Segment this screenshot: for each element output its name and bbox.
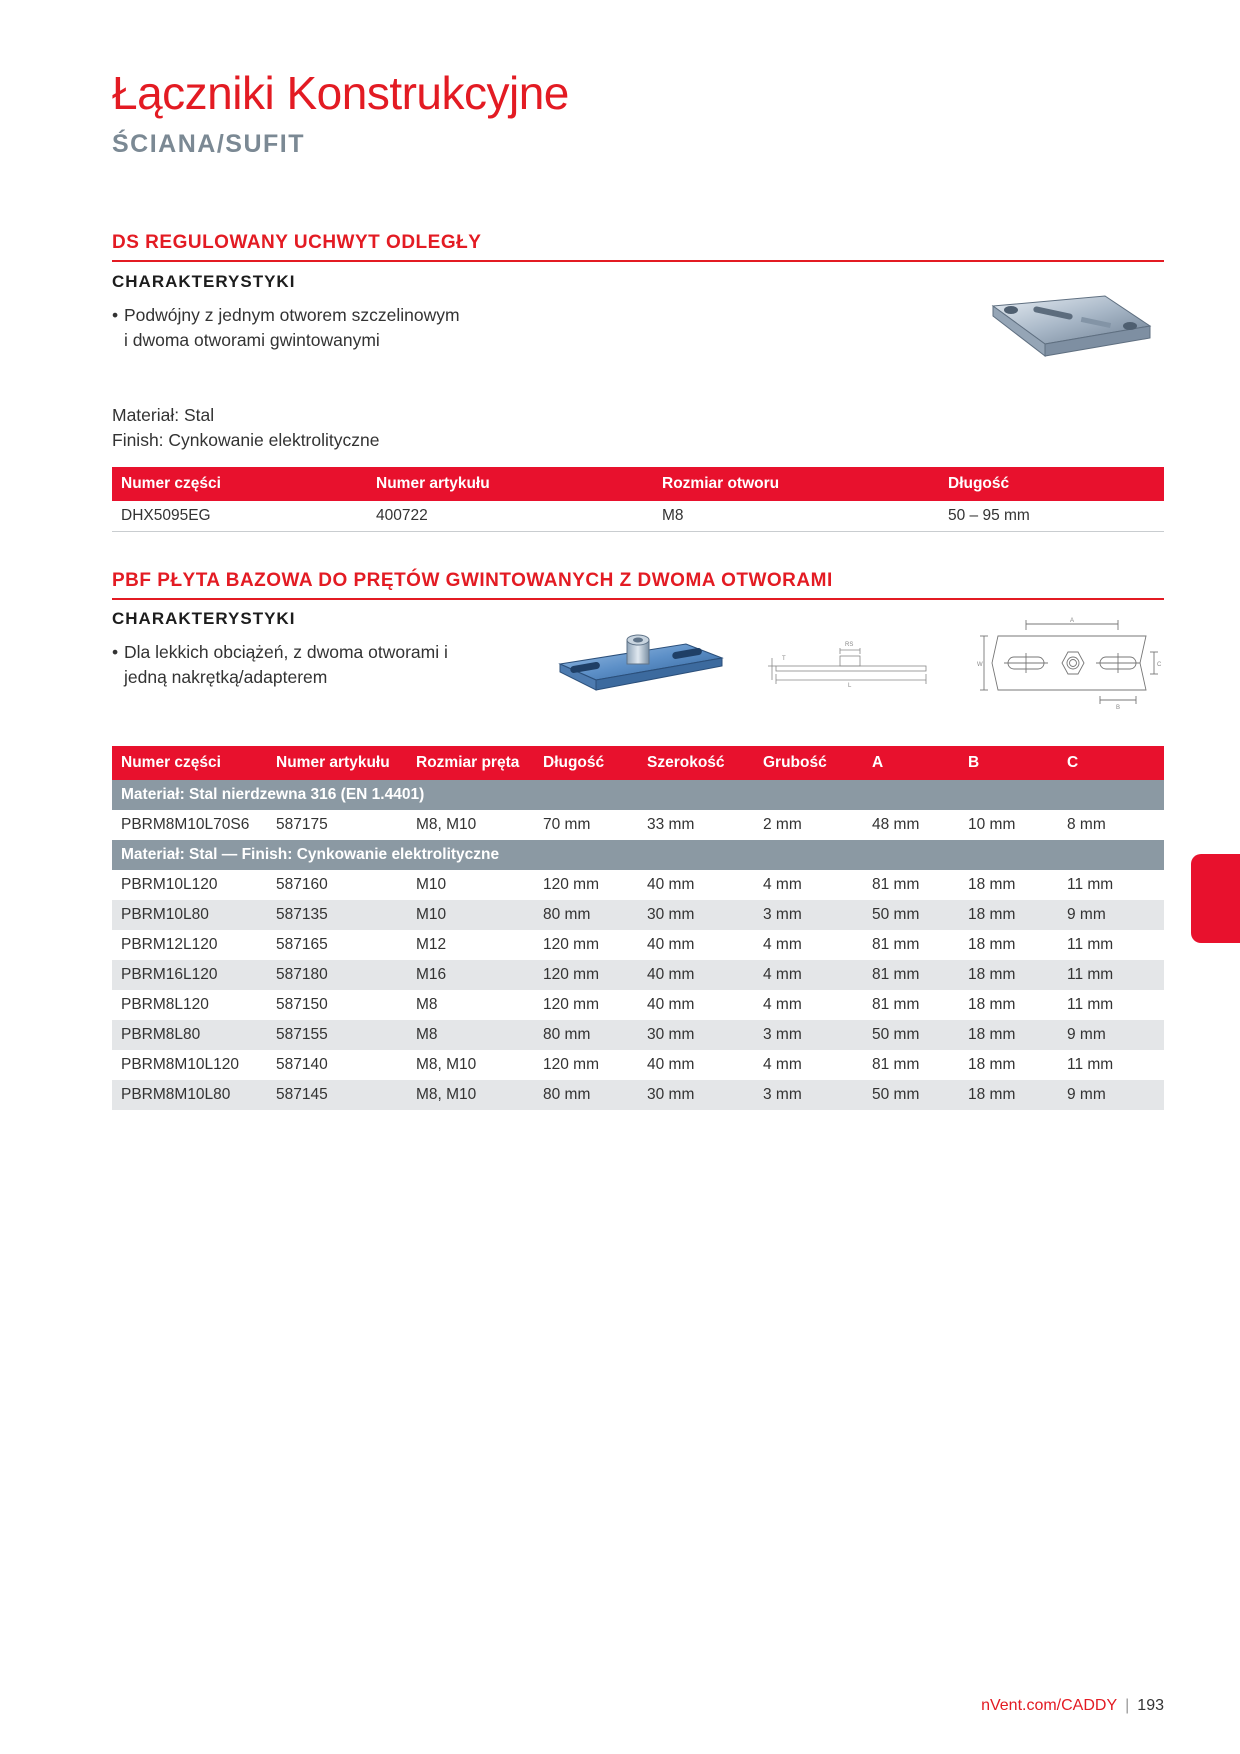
bullet-pbf: • Dla lekkich obciążeń, z dwoma otworami i jedną nakrętką/adapterem — [112, 640, 448, 690]
cell-thickness: 4 mm — [763, 1056, 802, 1073]
col-numer-artykulu: Numer artykułu — [267, 746, 407, 780]
cell-thickness: 3 mm — [754, 1080, 863, 1110]
col-numer-czesci: Numer części — [112, 746, 267, 780]
col-dlugosc: Długość — [939, 467, 1164, 501]
section-heading-pbf: PBF PŁYTA BAZOWA DO PRĘTÓW GWINTOWANYCH Z DWOMA OTWORAMI — [112, 570, 1164, 600]
characteristics-heading-pbf: CHARAKTERYSTYKI — [112, 609, 296, 628]
cell-b: 18 mm — [959, 1080, 1058, 1110]
page-number: 193 — [1137, 1697, 1164, 1714]
cell-b: 18 mm — [968, 996, 1016, 1013]
cell-article: 587145 — [267, 1080, 407, 1110]
pbf-base-plate-image — [556, 628, 726, 706]
cell-length: 70 mm — [543, 816, 591, 833]
cell-article: 587150 — [276, 996, 328, 1013]
ds-bracket-image — [985, 292, 1155, 372]
cell-a: 81 mm — [872, 876, 920, 893]
col-b: B — [959, 746, 1058, 780]
cell-article: 587135 — [267, 900, 407, 930]
cell-part: PBRM8M10L70S6 — [121, 816, 250, 833]
col-c: C — [1058, 746, 1164, 780]
cell-c: 11 mm — [1058, 960, 1164, 990]
cell-rod-size: M12 — [416, 936, 447, 953]
pbf-top-diagram — [976, 616, 1166, 710]
diagram-label-a: A — [1070, 618, 1075, 624]
cell-part: PBRM8L80 — [112, 1020, 267, 1050]
bullet-pbf-line2: jedną nakrętką/adapterem — [124, 667, 328, 687]
cell-a: 50 mm — [863, 1080, 959, 1110]
cell-c: 8 mm — [1067, 816, 1106, 833]
group-row — [112, 780, 1164, 810]
diagram-label-c: C — [1157, 662, 1162, 668]
cell-b: 10 mm — [968, 816, 1016, 833]
group-label-zinc: Materiał: Stal — Finish: Cynkowanie elektrolityczne — [112, 840, 1164, 870]
col-szerokosc: Szerokość — [638, 746, 754, 780]
bullet-ds-line2: i dwoma otworami gwintowanymi — [124, 330, 380, 350]
cell-rod-size: M10 — [416, 876, 447, 893]
cell-c: 11 mm — [1067, 876, 1114, 893]
cell-length: 120 mm — [543, 876, 599, 893]
page-title: Łączniki Konstrukcyjne — [112, 67, 569, 119]
cell-b: 18 mm — [959, 900, 1058, 930]
cell-width: 33 mm — [647, 816, 695, 833]
cell-width: 40 mm — [647, 876, 695, 893]
page-subtitle: ŚCIANA/SUFIT — [112, 130, 305, 158]
cell-b: 18 mm — [959, 960, 1058, 990]
cell-a: 81 mm — [863, 960, 959, 990]
cell-part: PBRM8L120 — [121, 996, 209, 1013]
cell-width: 40 mm — [647, 1056, 695, 1073]
cell-width: 40 mm — [647, 996, 695, 1013]
cell-hole: M8 — [653, 501, 939, 532]
bullet-pbf-line1: Dla lekkich obciążeń, z dwoma otworami i — [124, 642, 448, 662]
cell-a: 81 mm — [872, 936, 920, 953]
diagram-label-t: T — [782, 656, 786, 662]
side-tab — [1191, 854, 1240, 943]
col-numer-artykulu: Numer artykułu — [367, 467, 653, 501]
cell-width: 30 mm — [638, 1080, 754, 1110]
cell-article: 587160 — [276, 876, 328, 893]
cell-rod-size: M8, M10 — [416, 816, 477, 833]
col-grubosc: Grubość — [754, 746, 863, 780]
cell-width: 40 mm — [638, 960, 754, 990]
cell-part: PBRM8M10L80 — [112, 1080, 267, 1110]
table-row — [112, 900, 1164, 930]
finish-ds: Finish: Cynkowanie elektrolityczne — [112, 430, 380, 450]
col-rozmiar-otworu: Rozmiar otworu — [653, 467, 939, 501]
col-dlugosc: Długość — [534, 746, 638, 780]
cell-c: 11 mm — [1067, 996, 1114, 1013]
footer-separator: | — [1125, 1697, 1130, 1714]
cell-thickness: 3 mm — [754, 1020, 863, 1050]
cell-thickness: 4 mm — [763, 996, 802, 1013]
cell-a: 81 mm — [872, 996, 920, 1013]
diagram-label-l: L — [848, 683, 852, 688]
cell-part: PBRM10L80 — [112, 900, 267, 930]
table-row — [112, 870, 1164, 900]
cell-length: 120 mm — [543, 1056, 599, 1073]
cell-part: PBRM12L120 — [121, 936, 218, 953]
table-row — [112, 1020, 1164, 1050]
footer-url[interactable]: nVent.com/CADDY — [981, 1697, 1118, 1714]
cell-part: DHX5095EG — [112, 501, 367, 532]
cell-length: 80 mm — [534, 1080, 638, 1110]
footer — [981, 1697, 1164, 1715]
cell-length: 120 mm — [543, 936, 599, 953]
cell-article: 587180 — [267, 960, 407, 990]
cell-c: 9 mm — [1058, 1020, 1164, 1050]
cell-a: 48 mm — [872, 816, 920, 833]
characteristics-heading-ds: CHARAKTERYSTYKI — [112, 272, 296, 291]
table-row — [112, 990, 1164, 1020]
cell-rod-size: M16 — [407, 960, 534, 990]
cell-length: 50 – 95 mm — [939, 501, 1164, 532]
cell-part: PBRM16L120 — [112, 960, 267, 990]
cell-rod-size: M10 — [407, 900, 534, 930]
cell-a: 50 mm — [863, 1020, 959, 1050]
col-a: A — [863, 746, 959, 780]
cell-width: 30 mm — [638, 1020, 754, 1050]
material-ds: Materiał: Stal — [112, 405, 215, 425]
cell-c: 11 mm — [1067, 1056, 1114, 1073]
cell-article: 587165 — [276, 936, 328, 953]
cell-article: 587175 — [276, 816, 328, 833]
cell-b: 18 mm — [968, 876, 1016, 893]
cell-length: 80 mm — [534, 900, 638, 930]
ds-spec-table — [112, 467, 1164, 532]
cell-thickness: 4 mm — [763, 876, 802, 893]
diagram-label-w: W — [977, 662, 983, 668]
cell-b: 18 mm — [968, 936, 1016, 953]
table-row — [112, 930, 1164, 960]
table-row — [112, 501, 1164, 532]
table-row — [112, 810, 1164, 840]
cell-rod-size: M8 — [416, 996, 438, 1013]
cell-thickness: 2 mm — [763, 816, 802, 833]
cell-part: PBRM8M10L120 — [121, 1056, 240, 1073]
cell-article: 587155 — [267, 1020, 407, 1050]
group-row — [112, 840, 1164, 870]
cell-rod-size: M8, M10 — [407, 1080, 534, 1110]
cell-article: 587140 — [276, 1056, 328, 1073]
diagram-label-b: B — [1116, 705, 1121, 710]
cell-length: 120 mm — [534, 960, 638, 990]
bullet-ds-line1: Podwójny z jednym otworem szczelinowym — [124, 305, 460, 325]
pbf-spec-table — [112, 746, 1164, 1110]
cell-b: 18 mm — [959, 1020, 1058, 1050]
cell-c: 11 mm — [1067, 936, 1114, 953]
cell-thickness: 4 mm — [754, 960, 863, 990]
cell-thickness: 4 mm — [763, 936, 802, 953]
cell-a: 50 mm — [863, 900, 959, 930]
table-row — [112, 1050, 1164, 1080]
cell-c: 9 mm — [1058, 1080, 1164, 1110]
cell-width: 40 mm — [647, 936, 695, 953]
cell-part: PBRM10L120 — [121, 876, 218, 893]
cell-a: 81 mm — [872, 1056, 920, 1073]
table-row — [112, 960, 1164, 990]
col-rozmiar-preta: Rozmiar pręta — [407, 746, 534, 780]
cell-length: 120 mm — [543, 996, 599, 1013]
cell-length: 80 mm — [534, 1020, 638, 1050]
diagram-label-rs: RS — [845, 642, 854, 648]
cell-rod-size: M8 — [407, 1020, 534, 1050]
cell-rod-size: M8, M10 — [416, 1056, 477, 1073]
cell-thickness: 3 mm — [754, 900, 863, 930]
cell-width: 30 mm — [638, 900, 754, 930]
pbf-side-diagram — [764, 634, 934, 688]
group-label-stainless: Materiał: Stal nierdzewna 316 (EN 1.4401) — [112, 780, 1164, 810]
col-numer-czesci: Numer części — [112, 467, 367, 501]
cell-c: 9 mm — [1058, 900, 1164, 930]
cell-article: 400722 — [367, 501, 653, 532]
table-row — [112, 1080, 1164, 1110]
bullet-ds: • Podwójny z jednym otworem szczelinowym i dwoma otworami gwintowanymi — [112, 303, 460, 353]
section-heading-ds: DS REGULOWANY UCHWYT ODLEGŁY — [112, 232, 1164, 262]
cell-b: 18 mm — [968, 1056, 1016, 1073]
